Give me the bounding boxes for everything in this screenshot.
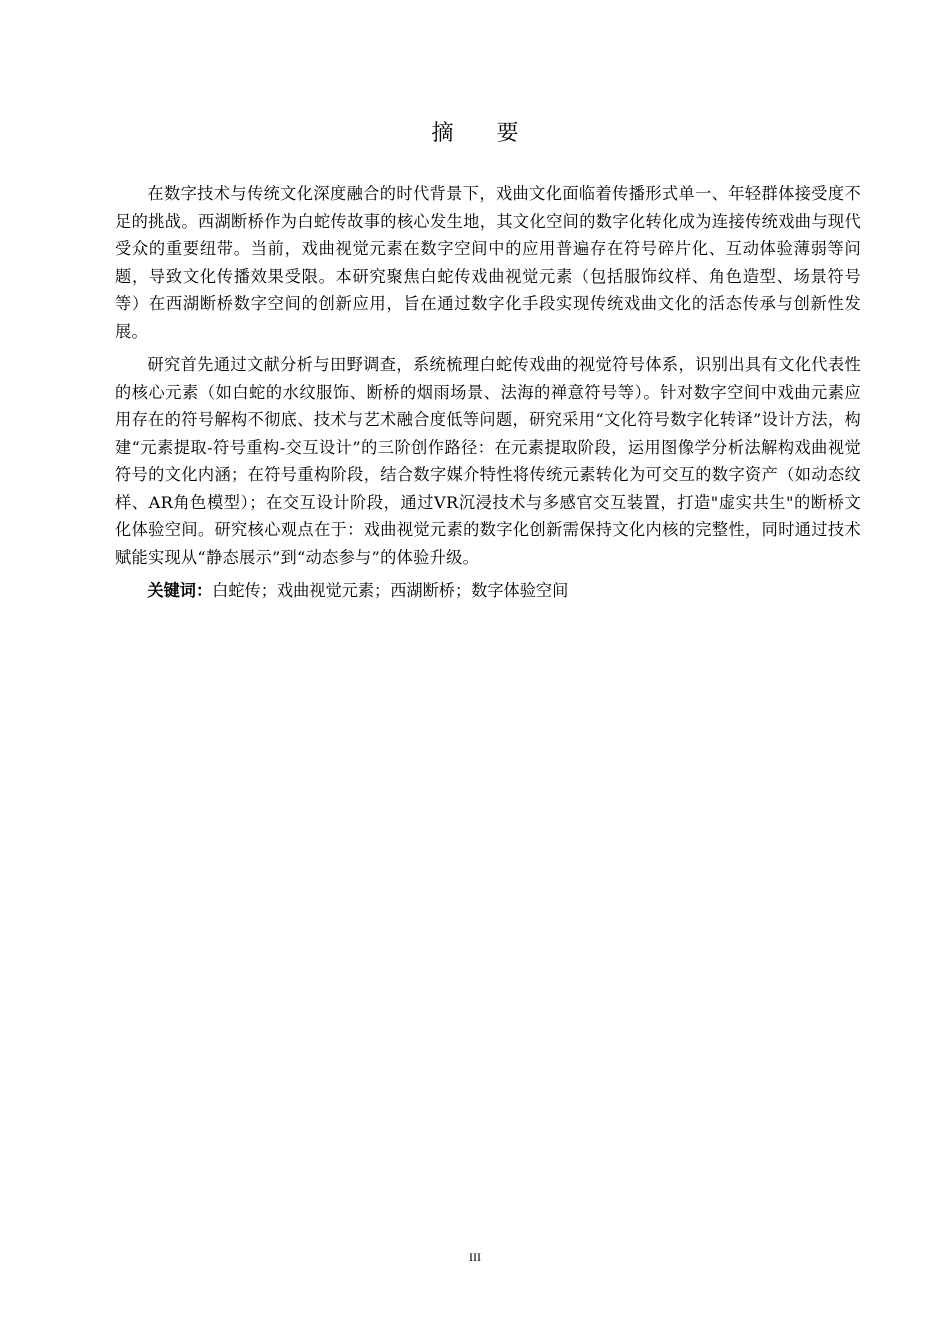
keywords-text: 白蛇传；戏曲视觉元素；西湖断桥；数字体验空间 bbox=[212, 581, 569, 600]
abstract-paragraph-2: 研究首先通过文献分析与田野调查，系统梳理白蛇传戏曲的视觉符号体系，识别出具有文化代表性的核心元素（如白蛇的水纹服饰、断桥的烟雨场景、法海的禅意符号等）。针对数字空间中戏曲元素应用存在的符号解构不彻底、技术与艺术融合度低等问题，研究采用“文化符号数字化转译”设计方法，构建“元素提取-符号重构-交互设计”的三阶创作路径：在元素提取阶段，运用图像学分析法解构戏曲视觉符号的文化内涵；在符号重构阶段，结合数字媒介特性将传统元素转化为可交互的数字资产（如动态纹样、AR角色模型）；在交互设计阶段，通过VR沉浸技术与多感官交互装置，打造"虚实共生"的断桥文化体验空间。研究核心观点在于：戏曲视觉元素的数字化创新需保持文化内核的完整性，同时通过技术赋能实现从“静态展示”到“动态参与”的体验升级。 bbox=[115, 355, 861, 567]
keywords-label: 关键词： bbox=[147, 581, 213, 600]
page-number: III bbox=[469, 1250, 481, 1264]
page-title: 摘 要 bbox=[431, 121, 537, 146]
abstract-body bbox=[115, 180, 861, 605]
abstract-paragraph-1: 在数字技术与传统文化深度融合的时代背景下，戏曲文化面临着传播形式单一、年轻群体接受度不足的挑战。西湖断桥作为白蛇传故事的核心发生地，其文化空间的数字化转化成为连接传统戏曲与现代受众的重要纽带。当前，戏曲视觉元素在数字空间中的应用普遍存在符号碎片化、互动体验薄弱等问题，导致文化传播效果受限。本研究聚焦白蛇传戏曲视觉元素（包括服饰纹样、角色造型、场景符号等）在西湖断桥数字空间的创新应用，旨在通过数字化手段实现传统戏曲文化的活态传承与创新性发展。 bbox=[115, 184, 861, 341]
keywords-line bbox=[115, 577, 861, 605]
